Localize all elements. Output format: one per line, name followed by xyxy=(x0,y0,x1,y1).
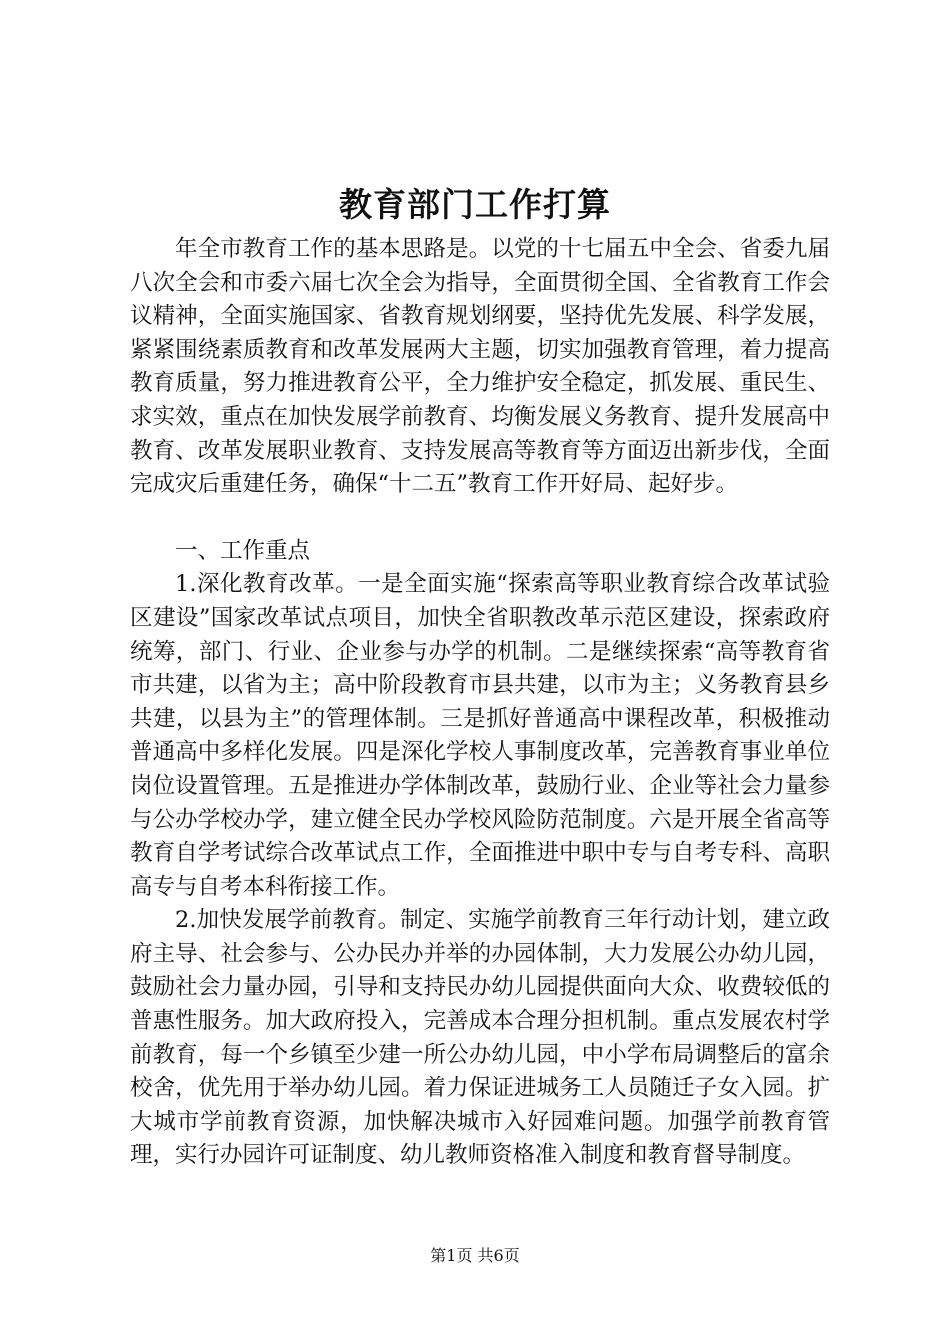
intro-paragraph: 年全市教育工作的基本思路是。以党的十七届五中全会、省委九届八次全会和市委六届七次全会为指导，全面贯彻全国、全省教育工作会议精神，全面实施国家、省教育规划纲要，坚持优先发展、科学发展，紧紧围绕素质教育和改革发展两大主题，切实加强教育管理，着力提高教育质量，努力推进教育公平，全力维护安全稳定，抓发展、重民生、求实效，重点在加快发展学前教育、均衡发展义务教育、提升发展高中教育、改革发展职业教育、支持发展高等教育等方面迈出新步伐，全面完成灾后重建任务，确保“十二五”教育工作开好局、起好步。 xyxy=(130,236,830,498)
item-2-paragraph: 2.加快发展学前教育。制定、实施学前教育三年行动计划，建立政府主导、社会参与、公办民办并举的办园体制，大力发展公办幼儿园，鼓励社会力量办园，引导和支持民办幼儿园提供面向大众、收费较低的普惠性服务。加大政府投入，完善成本合理分担机制。重点发展农村学前教育，每一个乡镇至少建一所公办幼儿园，中小学布局调整后的富余校舍，优先用于举办幼儿园。着力保证进城务工人员随迁子女入园。扩大城市学前教育资源，加快解决城市入好园难问题。加强学前教育管理，实行办园许可证制度、幼儿教师资格准入制度和教育督导制度。 xyxy=(130,907,830,1169)
item-1-paragraph: 1.深化教育改革。一是全面实施“探索高等职业教育综合改革试验区建设”国家改革试点项目，加快全省职教改革示范区建设，探索政府统筹，部门、行业、企业参与办学的机制。二是继续探索“高等教育省市共建，以省为主；高中阶段教育市县共建，以市为主；义务教育县乡共建，以县为主”的管理体制。三是抓好普通高中课程改革，积极推动普通高中多样化发展。四是深化学校人事制度改革，完善教育事业单位岗位设置管理。五是推进办学体制改革，鼓励行业、企业等社会力量参与公办学校办学，建立健全民办学校风险防范制度。六是开展全省高等教育自学考试综合改革试点工作，全面推进中职中专与自考专科、高职高专与自考本科衔接工作。 xyxy=(130,571,830,900)
paragraph-spacer xyxy=(130,502,830,535)
document-body xyxy=(130,233,830,1173)
section-heading: 一、工作重点 xyxy=(175,537,311,564)
page-footer: 第1页 共6页 xyxy=(430,1246,520,1265)
document-title: 教育部门工作打算 xyxy=(339,185,611,224)
